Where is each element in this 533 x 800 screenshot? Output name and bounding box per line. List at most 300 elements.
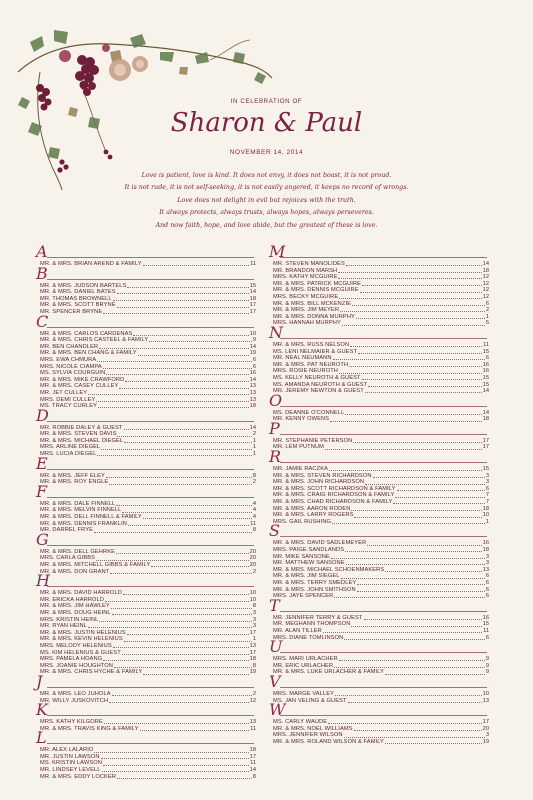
guest-name: MR. & MRS. MICHAEL SCHOENMAKERS [273,566,385,573]
section-divider [47,469,254,470]
poem-line: And now faith, hope, and love abide, but the greatest of these is love. [155,221,378,229]
section-letter: S [269,521,280,541]
guest-row [40,364,256,371]
guest-row [40,337,256,344]
dot-leader [98,407,249,408]
section-letter: C [36,311,49,331]
dot-leader [117,436,251,437]
table-number: 10 [249,590,256,597]
table-number: 13 [482,566,489,573]
guest-row [273,281,489,288]
guest-name: MR. & MRS. JUDSON BARTELS [40,282,127,289]
table-number: 3 [485,732,489,739]
dot-leader [151,566,248,567]
guest-name: MR. JET CULLEY [40,389,88,396]
guest-row [40,438,256,445]
guest-name: MRS. KATHY KILGORE [40,719,103,726]
dot-leader [125,381,248,382]
guest-row [273,368,489,375]
table-number: 14 [249,289,256,296]
dot-leader [331,558,485,559]
table-number: 16 [249,370,256,377]
guest-row [273,486,489,493]
table-number: 6 [485,300,489,307]
guest-row [273,663,489,670]
guest-name: MR. & MRS. DENNIS FRANKLIN [40,520,127,527]
section-letter: B [36,263,48,283]
dot-leader [332,523,485,524]
section-letter: R [269,447,282,467]
guest-name: MR. & MRS. CHAD RICHARDSON & FAMILY [273,499,393,506]
dot-leader [325,449,482,450]
table-number: 3 [485,472,489,479]
guest-row [40,643,256,650]
dot-leader [358,353,482,354]
table-number: 6 [485,485,489,492]
guest-row [40,555,256,562]
table-number: 13 [249,642,256,649]
dot-leader [356,318,485,319]
guest-name: MR. & MRS. BILL MCKENZIE [273,300,352,307]
guest-name: MR. RYAN HEINL [40,623,88,630]
guest-name: MS. DEANNE O'CONNELL [273,409,345,416]
guest-row [273,560,489,567]
dot-leader [111,608,252,609]
guest-name: MS. CARLY WAUDE [273,719,328,726]
section-letter: J [36,671,43,691]
dot-leader [385,571,481,572]
dot-leader [344,639,484,640]
table-number: 6 [485,355,489,362]
dot-leader [333,359,485,360]
event-date: NOVEMBER 14, 2014 [229,149,304,156]
guest-row [273,314,489,321]
guest-row [273,479,489,486]
section-letter: T [269,595,280,615]
table-number: 8 [252,603,256,610]
dot-leader [133,335,248,336]
guest-row [40,444,256,451]
section-divider [47,327,254,328]
guest-name: MR. & MRS. JOHN RICHARDSON [273,479,365,486]
guest-name: MR. & MRS. SCOTT RICHARDSON & FAMILY [273,485,396,492]
celebration-pretitle: IN CELEBRATION OF [230,98,303,105]
table-number: 13 [482,697,489,704]
dot-leader [122,654,249,655]
guest-name: MR. JAMIE RACZKA [273,466,329,473]
guest-name: MRS. BECKY MCGUIRE [273,293,339,300]
guest-row [273,719,489,726]
section-letter: W [269,700,286,720]
dot-leader [344,737,485,738]
table-number: 3 [252,616,256,623]
guest-name: MR. NEAL NEUMANN [273,355,332,362]
dot-leader [105,601,249,602]
table-number: 18 [482,267,489,274]
table-number: 4 [252,500,256,507]
guest-row [40,549,256,556]
guest-row [40,669,256,676]
dot-leader [109,484,252,485]
guest-row [273,615,489,622]
guest-row [273,540,489,547]
dot-leader [365,392,482,393]
dot-leader [116,505,252,506]
guest-row [273,732,489,739]
guest-name: MR. DARREL FRYE [40,527,94,534]
dot-leader [138,355,249,356]
guest-row [273,628,489,635]
guest-name: MRS. EWA CHMURA [40,356,97,363]
guest-name: MS. JAN VELING & GUEST [273,697,347,704]
guest-row [40,390,256,397]
guest-name: MR. & MRS. CHRIS HYCHE & FAMILY [40,669,143,676]
guest-name: MR. & MRS. DAVID HARROLD [40,590,122,597]
guest-name: MR. & MRS. BRIAN AREND & FAMILY [40,261,142,267]
dot-leader [354,730,482,731]
table-number: 11 [483,341,489,348]
dot-leader [339,373,482,374]
section-divider [47,687,254,688]
guest-row [40,527,256,534]
guest-name: MR. & MRS. DANIEL BATES [40,289,116,296]
dot-leader [385,674,485,675]
section-divider [47,586,254,587]
section-divider [280,611,487,612]
section-divider [47,743,254,744]
guest-row [273,375,489,382]
table-number: 12 [482,274,489,281]
guest-name: MR. & MRS. KEVIN HELENIUS [40,636,123,643]
table-number: 20 [249,555,256,562]
guest-name: MR. & MRS. PAT NEUROTH [273,361,349,368]
guest-name: MR. & MRS. CHRIS CASTEEL & FAMILY [40,337,149,344]
dot-leader [103,368,252,369]
table-number: 20 [249,548,256,555]
dot-leader [357,591,485,592]
guest-row [273,355,489,362]
table-number: 15 [482,466,489,473]
guest-row [40,774,256,781]
table-number: 1 [252,636,256,643]
dot-leader [349,366,481,367]
guest-name: MR. & MRS. CARLOS CARDENAS [40,330,133,337]
table-number: 10 [249,596,256,603]
guest-row [273,573,489,580]
table-number: 17 [482,437,489,444]
dot-leader [143,518,252,519]
guest-row [40,754,256,761]
guest-row [40,767,256,774]
guest-row [273,287,489,294]
guest-row [40,350,256,357]
table-number: 15 [482,381,489,388]
guest-name: MS. KELLY NEUROTH & GUEST [273,374,361,381]
dot-leader [342,325,485,326]
guest-name: MR. & MRS. STEVEN DAVIS [40,431,117,438]
table-number: 15 [482,621,489,628]
table-number: 12 [249,697,256,704]
table-number: 9 [485,662,489,669]
guest-name: MRS. KATHY MCGUIRE [273,274,338,281]
guest-name: MR. & MRS. DON GRANT [40,568,110,575]
table-number: 17 [482,719,489,726]
guest-row [273,506,489,513]
guest-row [273,621,489,628]
table-number: 8 [252,527,256,534]
section-divider [47,545,254,546]
dot-leader [339,660,485,661]
dot-leader [101,758,249,759]
table-number: 6 [485,634,489,641]
poem-line: It is not rude, it is not self-seeking, it is not easily angered, it keeps no record of wrongs. [124,184,409,192]
table-number: 6 [485,573,489,580]
guest-row [40,431,256,438]
dot-leader [124,429,249,430]
poem-line: It always protects, always trusts, always hopes, always perseveres. [159,209,374,217]
dot-leader [103,765,249,766]
table-number: 17 [482,444,489,451]
dot-leader [119,388,248,389]
table-number: 8 [252,472,256,479]
table-number: 8 [252,662,256,669]
dot-leader [88,394,249,395]
dot-leader [393,503,484,504]
dot-leader [97,455,251,456]
guest-row [40,383,256,390]
guest-row [40,760,256,767]
guest-row [273,261,489,268]
table-number: 14 [482,388,489,395]
table-number: 1 [485,518,489,525]
guest-row [40,283,256,290]
dot-leader [97,361,252,362]
guest-name: MRS. LUCIA DIEGEL [40,451,97,458]
guest-row [40,521,256,528]
guest-name: MRS. GAIL RUSHING [273,518,332,525]
guest-row [40,691,256,698]
table-number: 11 [250,261,256,267]
dot-leader [124,442,252,443]
guest-list-left-column [36,242,256,780]
guest-name: MR. & MRS. LARRY ROGERS [273,512,354,519]
table-number: 13 [249,389,256,396]
dot-leader [373,477,485,478]
guest-name: MR. & MRS. DELL FINNELL & FAMILY [40,514,142,521]
table-number: 12 [482,287,489,294]
couple-names: Sharon & Paul [170,108,363,138]
guest-row [40,603,256,610]
table-number: 19 [249,350,256,357]
dot-leader [94,752,248,753]
guest-row [40,296,256,303]
guest-name: MRS. ARLINE DIEGEL [40,444,101,451]
table-number: 11 [250,760,256,767]
dot-leader [114,667,252,668]
section-divider [280,257,487,258]
table-number: 12 [482,293,489,300]
guest-name: MR. & MRS. JIM MEYER [273,307,340,314]
guest-name: MR. & MRS. PATRICK MCGUIRE [273,280,362,287]
dot-leader [334,597,484,598]
guest-row [273,587,489,594]
letter-section-a [36,242,256,268]
guest-row [273,580,489,587]
dot-leader [112,614,252,615]
dot-leader [350,346,482,347]
guest-row [273,554,489,561]
section-letter: M [269,242,286,261]
section-divider [47,279,254,280]
dot-leader [348,702,482,703]
guest-name: MR. MEGHANN THOMPSON [273,621,351,628]
guest-name: MRS. DIANE TOMLINSON [273,634,344,641]
guest-name: MR. & MRS. DENNIS MCGUIRE [273,287,359,294]
table-number: 18 [249,295,256,302]
guest-name: MR. ERICKA HARROLD [40,596,105,603]
section-divider [47,497,254,498]
table-number: 17 [249,302,256,309]
table-number: 15 [482,348,489,355]
table-number: 14 [249,376,256,383]
guest-row [40,397,256,404]
table-number: 15 [482,374,489,381]
guest-name: MR. & MRS. STEVEN RICHARDSON [273,472,372,479]
guest-row [40,289,256,296]
dot-leader [362,285,482,286]
guest-row [273,349,489,356]
table-number: 18 [249,656,256,663]
guest-name: MR. & MRS. MIKE CRAWFORD [40,376,125,383]
guest-row [273,444,489,451]
guest-row [40,479,256,486]
guest-name: MR. WILLY JUSKOVITCH [40,697,109,704]
guest-name: MR. & MRS. CASEY CULLEY [40,383,119,390]
guest-name: MR. & MRS. DAVID SADLEMEYER [273,540,367,547]
dot-leader [351,510,481,511]
table-number: 10 [249,330,256,337]
dot-leader [99,621,251,622]
guest-name: MR. JEREMY NEWTON & GUEST [273,388,364,395]
guest-name: MRS. MELODY HELENIUS [40,642,112,649]
table-number: 9 [485,656,489,663]
table-number: 15 [249,282,256,289]
section-divider [280,536,487,537]
guest-name: MR. BRANDON MARSH [273,267,338,274]
dot-leader [143,674,248,675]
table-number: 6 [485,586,489,593]
dot-leader [339,298,481,299]
dot-leader [334,667,485,668]
guest-name: MR. & MRS. RUSS NELSON [273,341,350,348]
guest-row [273,438,489,445]
table-number: 3 [485,479,489,486]
table-number: 4 [252,514,256,521]
guest-row [40,507,256,514]
table-number: 2 [252,431,256,438]
dot-leader [128,525,249,526]
dot-leader [101,449,252,450]
guest-name: MR. & MRS. NOEL WILLIAMS [273,725,353,732]
guest-name: MR. & MRS. DOUG HEINL [40,609,111,616]
dot-leader [117,293,249,294]
poem-line: Love is patient, love is kind. It does not envy, it does not boast, it is not proud. [141,172,392,179]
section-divider [280,434,487,435]
dot-leader [106,477,252,478]
dot-leader [103,313,248,314]
guest-row [40,747,256,754]
dot-leader [124,641,252,642]
guest-name: MS. KRISTIN LAWSON [40,760,102,767]
guest-name: MR. & MRS. LEO JUHOLA [40,690,111,697]
guest-name: MR. & MRS. JEFF ELEY [40,472,105,479]
dot-leader [106,374,248,375]
guest-name: MR. STEPHANIE PETERSON [273,437,353,444]
guest-name: MR. & MRS. MICHAEL DIEGEL [40,437,124,444]
table-number: 18 [249,747,256,754]
table-number: 18 [249,403,256,410]
dot-leader [127,634,249,635]
guest-name: MS. LENI NELMAIER & GUEST [273,348,358,355]
section-letter: H [36,571,50,591]
guest-row [273,567,489,574]
table-number: 14 [249,343,256,350]
dot-leader [323,632,482,633]
dot-leader [385,743,482,744]
guest-name: MR. & MRS. AARON RODEN [273,505,351,512]
dot-leader [102,771,249,772]
dot-leader [329,470,482,471]
table-number: 6 [252,363,256,370]
guest-row [273,382,489,389]
dot-leader [96,560,249,561]
guest-name: MRS. HANNAH MURPHY [273,320,341,327]
dot-leader [117,307,249,308]
guest-name: MR. LEM PUTNUM [273,444,325,451]
guest-row [40,617,256,624]
table-number: 3 [485,560,489,567]
guest-row [273,307,489,314]
guest-row [40,302,256,309]
table-number: 17 [249,753,256,760]
guest-name: MR. & MRS. JUSTIN HELENIUS [40,629,126,636]
table-number: 20 [249,562,256,568]
guest-name: MR. MIKE SANSONE [273,553,330,560]
dot-leader [346,265,482,266]
table-number: 14 [482,261,489,267]
guest-row [40,344,256,351]
section-divider [47,257,254,258]
guest-name: MR. & MRS. DELL GEHRKE [40,548,115,555]
letter-section-m [269,242,489,327]
dot-leader [113,300,249,301]
table-number: 18 [482,547,489,553]
table-number: 11 [250,725,256,732]
guest-row [273,635,489,642]
table-number: 9 [485,669,489,676]
guest-name: MR. & MRS. TRAVIS KING & FAMILY [40,725,139,732]
guest-row [273,499,489,506]
dot-leader [104,723,249,724]
table-number: 14 [249,424,256,431]
table-number: 6 [485,579,489,586]
dot-leader [109,702,249,703]
guest-row [40,623,256,630]
dot-leader [113,647,249,648]
table-number: 6 [252,356,256,363]
table-number: 1 [252,451,256,458]
dot-leader [96,401,248,402]
